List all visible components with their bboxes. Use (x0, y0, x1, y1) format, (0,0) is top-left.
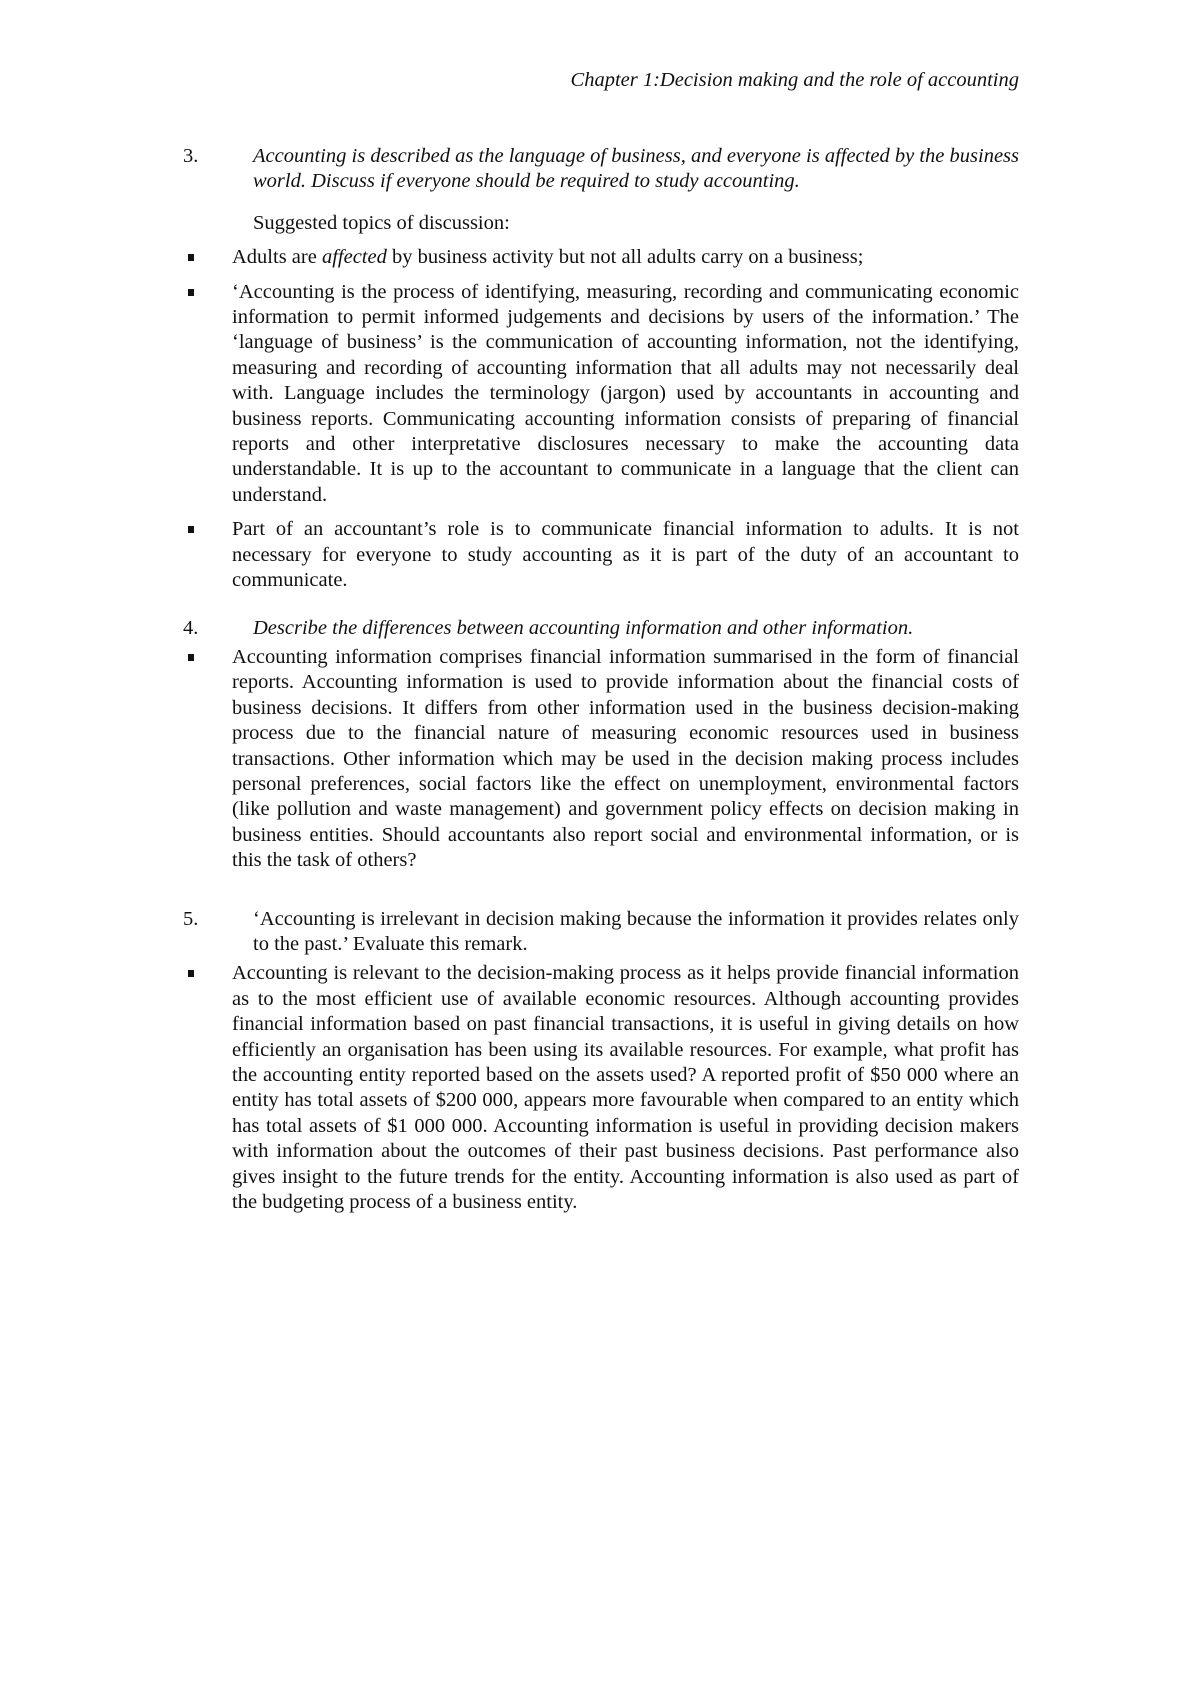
question-number: 5. (183, 907, 199, 930)
square-bullet-icon (183, 280, 232, 509)
question-3 (183, 144, 1019, 195)
question-5 (183, 907, 1019, 958)
discussion-intro: Suggested topics of discussion: (253, 211, 510, 234)
square-bullet-icon (183, 245, 232, 270)
running-header: Chapter 1:Decision making and the role of accounting (570, 69, 1019, 91)
square-bullet-icon (183, 645, 232, 874)
question-text: Describe the differences between accounting information and other information. (253, 616, 914, 639)
question-number: 4. (183, 616, 199, 639)
question-number: 3. (183, 145, 199, 167)
bullet-item (183, 245, 1019, 270)
bullet-item (183, 645, 1019, 874)
bullet-text: ‘Accounting is the process of identifying, measuring, recording and communicating economic information to permit informed judgements and decisions by users of the information.’ The ‘language of business’ is the communication of accounting information, not the identifying, measuring and recording of accounting information that all adults may not necessarily deal with. Language includes the terminology (jargon) used by accountants in accounting and business reports. Communicating accounting information consists of preparing of financial reports and other interpretative disclosures necessary to make the accounting data understandable. It is up to the accountant to communicate in a language that the client can understand. (232, 280, 1019, 506)
bullet-text: Part of an accountant’s role is to communicate financial information to adults. It is not necessary for everyone to study accounting as it is part of the duty of an accountant to communicate. (232, 518, 1019, 592)
page-content (183, 144, 1019, 1215)
question-text: Accounting is described as the language of business, and everyone is affected by the business world. Discuss if everyone should be required to study accounting. (253, 145, 1019, 193)
square-bullet-icon (183, 517, 232, 593)
bullet-item (183, 517, 1019, 593)
bullet-item (183, 280, 1019, 509)
emphasis-affected: affected (321, 246, 387, 269)
bullet-text: Accounting information comprises financial information summarised in the form of financial reports. Accounting information is used to provide information about the financial costs of business decisions. It differs from other information used in the business decision-making process due to the financial nature of measuring economic resources used in business transactions. Other information which may be used in the decision making process includes personal preferences, social factors like the effect on unemployment, environmental factors (like pollution and waste management) and government policy effects on decision making in business entities. Should accountants also report social and environmental information, or is this the task of others? (232, 645, 1019, 872)
question-4 (183, 616, 1019, 641)
bullet-text: Accounting is relevant to the decision-making process as it helps provide financial information as to the most efficient use of available economic resources. Although accounting provides financial information based on past financial transactions, it is useful in giving details on how efficiently an organisation has been using its available resources. For example, what profit has the accounting entity reported based on the assets used? A reported profit of $50 000 where an entity has total assets of $200 000, appears more favourable when compared to an entity which has total assets of $1 000 000. Accounting information is useful in providing decision makers with information about the outcomes of their past business decisions. Past performance also gives insight to the future trends for the entity. Accounting information is also used as part of the budgeting process of a business entity. (232, 962, 1019, 1214)
square-bullet-icon (183, 961, 232, 1215)
bullet-text: Adults are affected by business activity but not all adults carry on a business; (232, 246, 864, 269)
question-text: ‘Accounting is irrelevant in decision making because the information it provides relates only to the past.’ Evaluate this remark. (253, 907, 1019, 955)
bullet-item (183, 961, 1019, 1215)
